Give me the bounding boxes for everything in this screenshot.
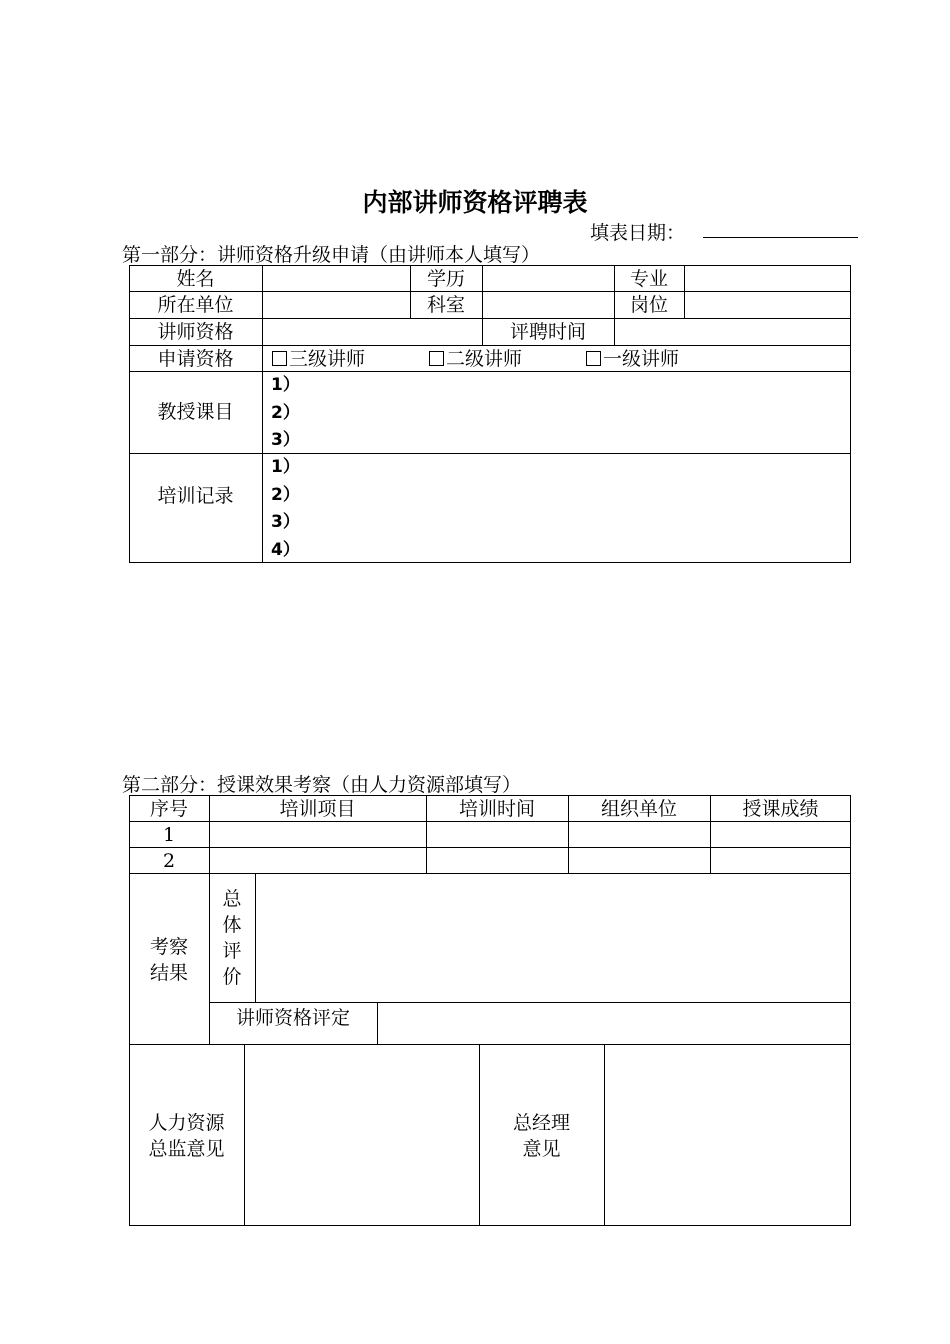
checkbox-icon[interactable]	[272, 351, 287, 366]
hire-time-label: 评聘时间	[509, 321, 586, 343]
education-label: 学历	[426, 268, 465, 290]
list-item: 1）	[271, 375, 300, 395]
col-header-no: 序号	[149, 798, 188, 820]
option-level2[interactable]: 二级讲师	[429, 346, 522, 372]
list-item: 1）	[271, 457, 300, 477]
col-header-project: 培训项目	[279, 798, 356, 820]
rating-label: 讲师资格评定	[235, 1007, 350, 1029]
unit-label: 所在单位	[157, 294, 234, 316]
part2-heading: 第二部分：授课效果考察（由人力资源部填写）	[122, 774, 522, 796]
divider	[129, 453, 851, 454]
name-label: 姓名	[176, 268, 215, 290]
col-header-org: 组织单位	[600, 798, 677, 820]
department-label: 科室	[426, 294, 465, 316]
list-item: 3）	[271, 512, 300, 532]
divider	[482, 265, 483, 318]
col-header-score: 授课成绩	[742, 798, 819, 820]
gm-opinion-label: 总经理 意见	[512, 1112, 570, 1160]
list-item: 2）	[271, 402, 300, 423]
result-label: 考察 结果	[149, 936, 188, 984]
courses-label: 教授课目	[157, 401, 234, 423]
divider	[604, 1044, 605, 1226]
page-title: 内部讲师资格评聘表	[362, 188, 588, 217]
divider	[129, 873, 851, 874]
divider	[614, 318, 615, 345]
divider	[684, 265, 685, 318]
divider	[244, 1044, 245, 1226]
fill-date-field[interactable]	[703, 237, 858, 238]
fill-date-label: 填表日期：	[590, 222, 686, 244]
divider	[129, 847, 851, 848]
divider	[209, 1002, 851, 1003]
apply-label: 申请资格	[157, 348, 234, 370]
position-label: 岗位	[629, 294, 668, 316]
divider	[255, 873, 256, 1002]
list-item: 2）	[271, 484, 300, 505]
part1-heading: 第一部分：讲师资格升级申请（由讲师本人填写）	[122, 244, 541, 266]
major-label: 专业	[629, 268, 668, 290]
table-row-number: 1	[162, 824, 176, 846]
divider	[377, 1002, 378, 1044]
option-level1[interactable]: 一级讲师	[586, 346, 679, 372]
list-item: 3）	[271, 430, 300, 450]
training-list	[271, 454, 300, 564]
list-item: 4）	[271, 539, 300, 560]
col-header-time: 培训时间	[458, 798, 535, 820]
checkbox-icon[interactable]	[429, 351, 444, 366]
checkbox-icon[interactable]	[586, 351, 601, 366]
divider	[129, 1044, 851, 1045]
table-row-number: 2	[162, 850, 176, 872]
option-level3[interactable]: 三级讲师	[272, 346, 365, 372]
training-label: 培训记录	[157, 485, 234, 507]
divider	[262, 265, 263, 563]
courses-list	[271, 372, 300, 455]
overall-label: 总 体 评 价	[222, 888, 242, 988]
qualification-label: 讲师资格	[157, 321, 234, 343]
hr-opinion-label: 人力资源 总监意见	[148, 1112, 225, 1160]
